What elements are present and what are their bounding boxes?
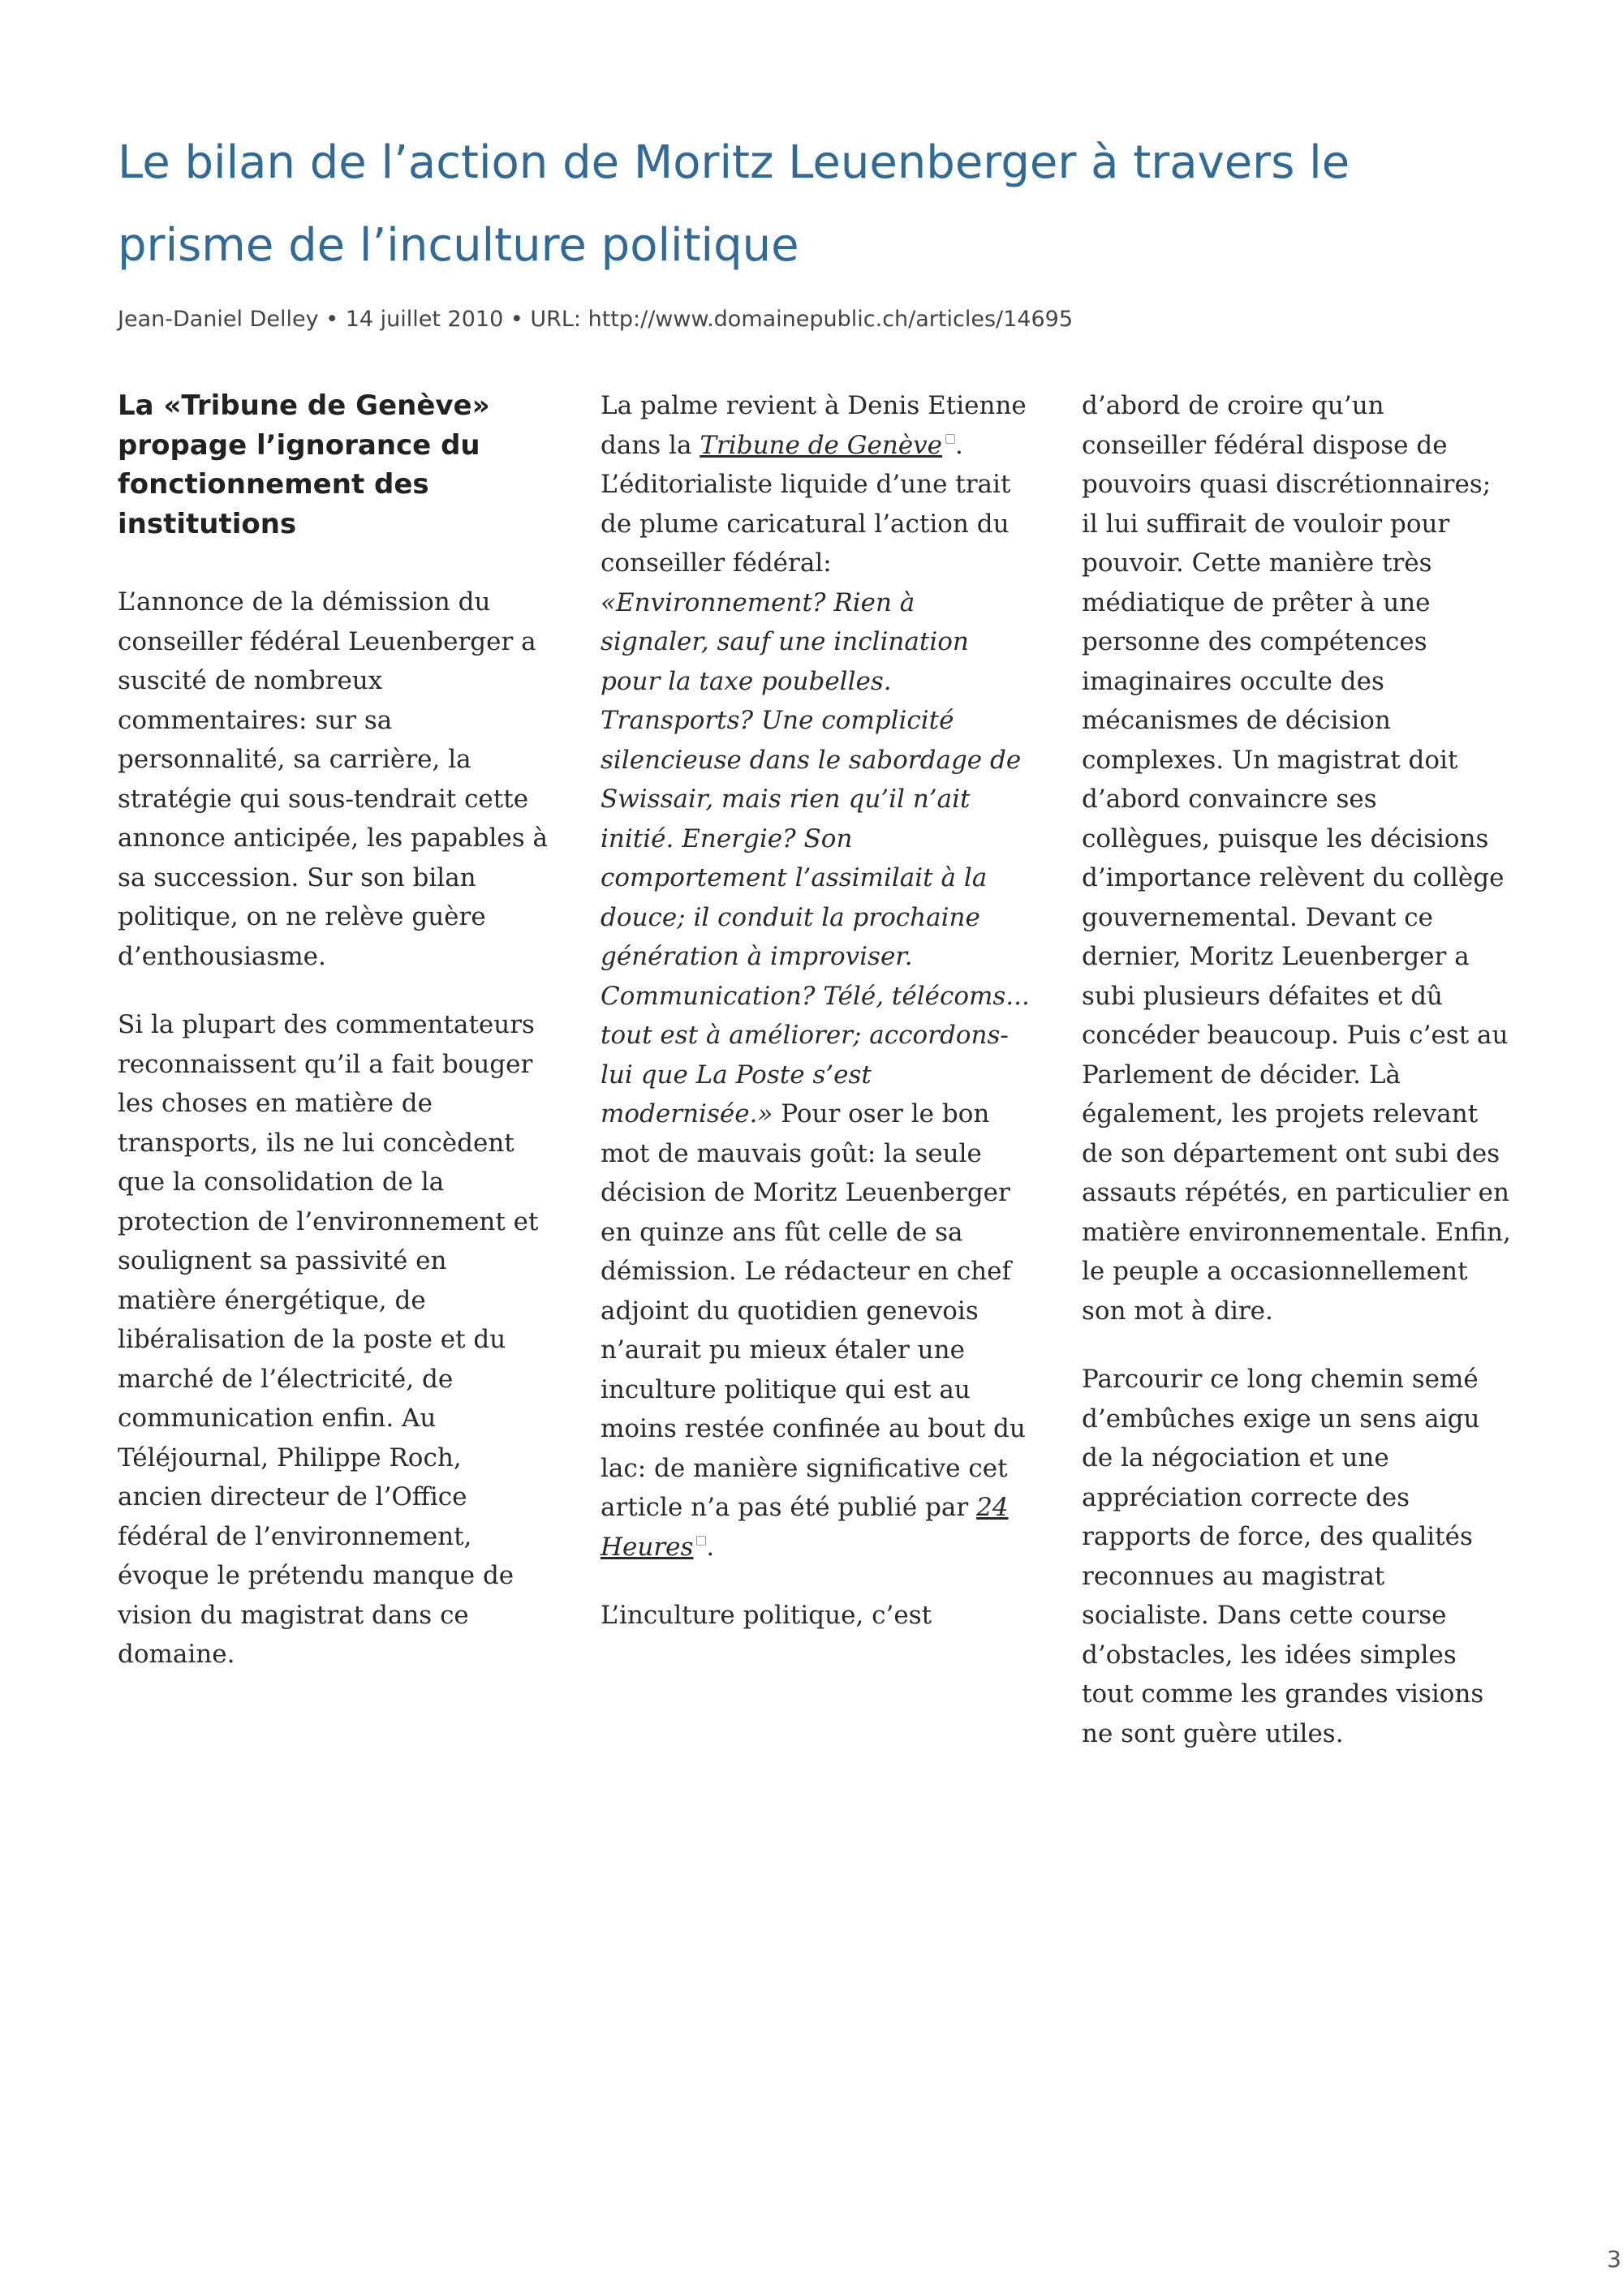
paragraph-1: L’annonce de la démission du conseiller fédéral Leuenberger a suscité de nombreux commentaires: sur sa personnalité, sa carrière, la stratégie qui sous-tendrait cette annonce anticipée, les papables à sa succession. Sur son bilan politique, on ne relève guère d’enthousiasme. [118,587,548,971]
24-heures-link[interactable]: 24 Heures [601,1493,1009,1562]
paragraph-2: Si la plupart des commentateurs reconnaissent qu’il a fait bouger les choses en matière de transports, ils ne lui concèdent que la consolidation de la protection de l’environnement et soulignent sa passivité en matière énergétique, de libéralisation de la poste et du marché de l’électricité, de communication enfin. Au Téléjournal, Philippe Roch, ancien directeur de l’Office fédéral de l’environnement, évoque le prétendu manque de vision du magistrat dans ce domaine. [118,1010,539,1669]
paragraph-3-final: . [706,1532,715,1562]
editorial-quote: «Environnement? Rien à signaler, sauf une inclination pour la taxe poubelles. Transports? Une complicité silencieuse dans le sabordage de Swissair, mais rien qu’il n’ait initié. Energie? Son comportement l’assimilait à la douce; il conduit la prochaine génération à improviser. Communication? Télé, télécoms... tout est à améliorer; accordons-lui que La Poste s’est modernisée.» [601,587,1030,1129]
external-link-icon [945,434,955,444]
paragraph-4: L’inculture politique, c’est [601,1601,932,1630]
column-3 [1082,386,1512,1782]
section-subheading: La «Tribune de Genève» propage l’ignorance du fonctionnement des institutions [118,389,490,540]
paragraph-3-end: Pour oser le bon mot de mauvais goût: la seule décision de Moritz Leuenberger en quinze ans fût celle de sa démission. Le rédacteur en chef adjoint du quotidien genevois n’aurait pu mieux étaler une inculture politique qui est au moins restée confinée au bout du lac: de manière significative cet article n’a pas été publié par [601,1099,1026,1522]
column-1 [118,386,548,1704]
article-byline: Jean-Daniel Delley • 14 juillet 2010 • URL: http://www.domainepublic.ch/articles/14695 [118,307,1074,332]
paragraph-5: Parcourir ce long chemin semé d’embûches exige un sens aigu de la négociation et une appréciation correcte des rapports de force, des qualités reconnues au magistrat socialiste. Dans cette course d’obstacles, les idées simples tout comme les grandes visions ne sont guère utiles. [1082,1365,1484,1748]
tribune-de-geneve-link[interactable]: Tribune de Genève [700,430,943,460]
paragraph-3-mid: . L’éditorialiste liquide d’une trait de plume caricatural l’action du conseiller fédéral: [601,430,1011,578]
page-number: 3 [1607,2246,1621,2272]
article-title: Le bilan de l’action de Moritz Leuenberger à travers le prisme de l’inculture politique [118,136,1350,272]
paragraph-4-continued: d’abord de croire qu’un conseiller fédéral dispose de pouvoirs quasi discrétionnaires; il lui suffirait de vouloir pour pouvoir. Cette manière très médiatique de prêter à une personne des compétences imaginaires occulte des mécanismes de décision complexes. Un magistrat doit d’abord convaincre ses collègues, puisque les décisions d’importance relèvent du collège gouvernemental. Devant ce dernier, Moritz Leuenberger a subi plusieurs défaites et dû concéder beaucoup. Puis c’est au Parlement de décider. Là également, les projets relevant de son département ont subi des assauts répétés, en particulier en matière environnementale. Enfin, le peuple a occasionnellement son mot à dire. [1082,391,1511,1326]
column-2 [601,386,1031,1665]
paragraph-3 [601,386,1031,1567]
paragraph-3-start: La palme revient à Denis Etienne dans la [601,391,1027,460]
external-link-icon [696,1536,706,1546]
